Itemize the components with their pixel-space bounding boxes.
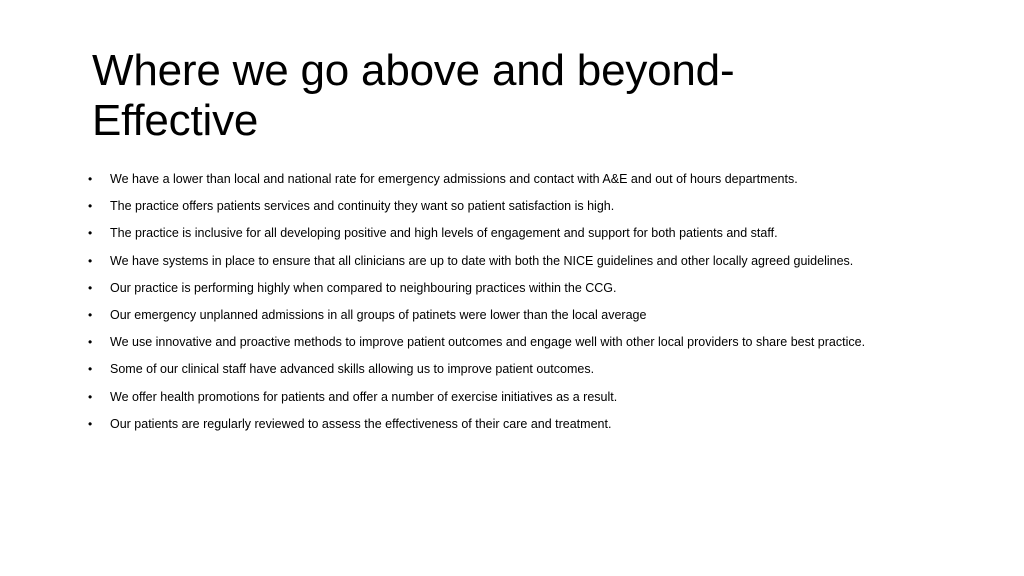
- bullet-marker: •: [88, 226, 93, 241]
- bullet-item: [88, 279, 988, 306]
- bullet-text: Some of our clinical staff have advanced skills allowing us to improve patient outcomes.: [110, 362, 595, 377]
- bullet-text: We use innovative and proactive methods to improve patient outcomes and engage well with other local providers to share best practice.: [110, 335, 866, 350]
- bullet-text: Our practice is performing highly when compared to neighbouring practices within the CCG.: [110, 280, 617, 295]
- bullet-item: [88, 224, 988, 251]
- bullet-marker: •: [88, 307, 93, 322]
- bullet-item: [88, 252, 988, 279]
- bullet-marker: •: [88, 172, 93, 186]
- bullet-text: We have a lower than local and national rate for emergency admissions and contact with A&E and out of hours departments.: [110, 172, 798, 186]
- bullet-marker: •: [88, 280, 93, 295]
- bullet-item: [88, 170, 988, 197]
- bullet-marker: •: [88, 253, 93, 268]
- slide-title-line-2: Effective: [92, 96, 259, 145]
- bullet-marker: •: [88, 416, 93, 431]
- bullet-text: We have systems in place to ensure that all clinicians are up to date with both the NICE guidelines and other locally agreed guidelines.: [110, 253, 854, 268]
- slide-title: [92, 46, 972, 146]
- bullet-item: [88, 197, 988, 224]
- bullet-item: [88, 415, 988, 442]
- bullet-marker: •: [88, 362, 93, 377]
- bullet-list: [88, 170, 988, 442]
- bullet-item: [88, 306, 988, 333]
- bullet-text: The practice is inclusive for all developing positive and high levels of engagement and support for both patients and staff.: [110, 226, 778, 241]
- bullet-item: [88, 388, 988, 415]
- bullet-text: Our emergency unplanned admissions in all groups of patinets were lower than the local average: [110, 307, 647, 322]
- bullet-marker: •: [88, 199, 93, 214]
- bullet-marker: •: [88, 335, 93, 350]
- bullet-text: The practice offers patients services and continuity they want so patient satisfaction is high.: [110, 199, 615, 214]
- bullet-marker: •: [88, 389, 93, 404]
- bullet-text: Our patients are regularly reviewed to assess the effectiveness of their care and treatment.: [110, 416, 612, 431]
- bullet-text: We offer health promotions for patients and offer a number of exercise initiatives as a result.: [110, 389, 618, 404]
- bullet-item: [88, 333, 988, 360]
- bullet-item: [88, 360, 988, 387]
- slide-title-line-1: Where we go above and beyond-: [92, 46, 735, 95]
